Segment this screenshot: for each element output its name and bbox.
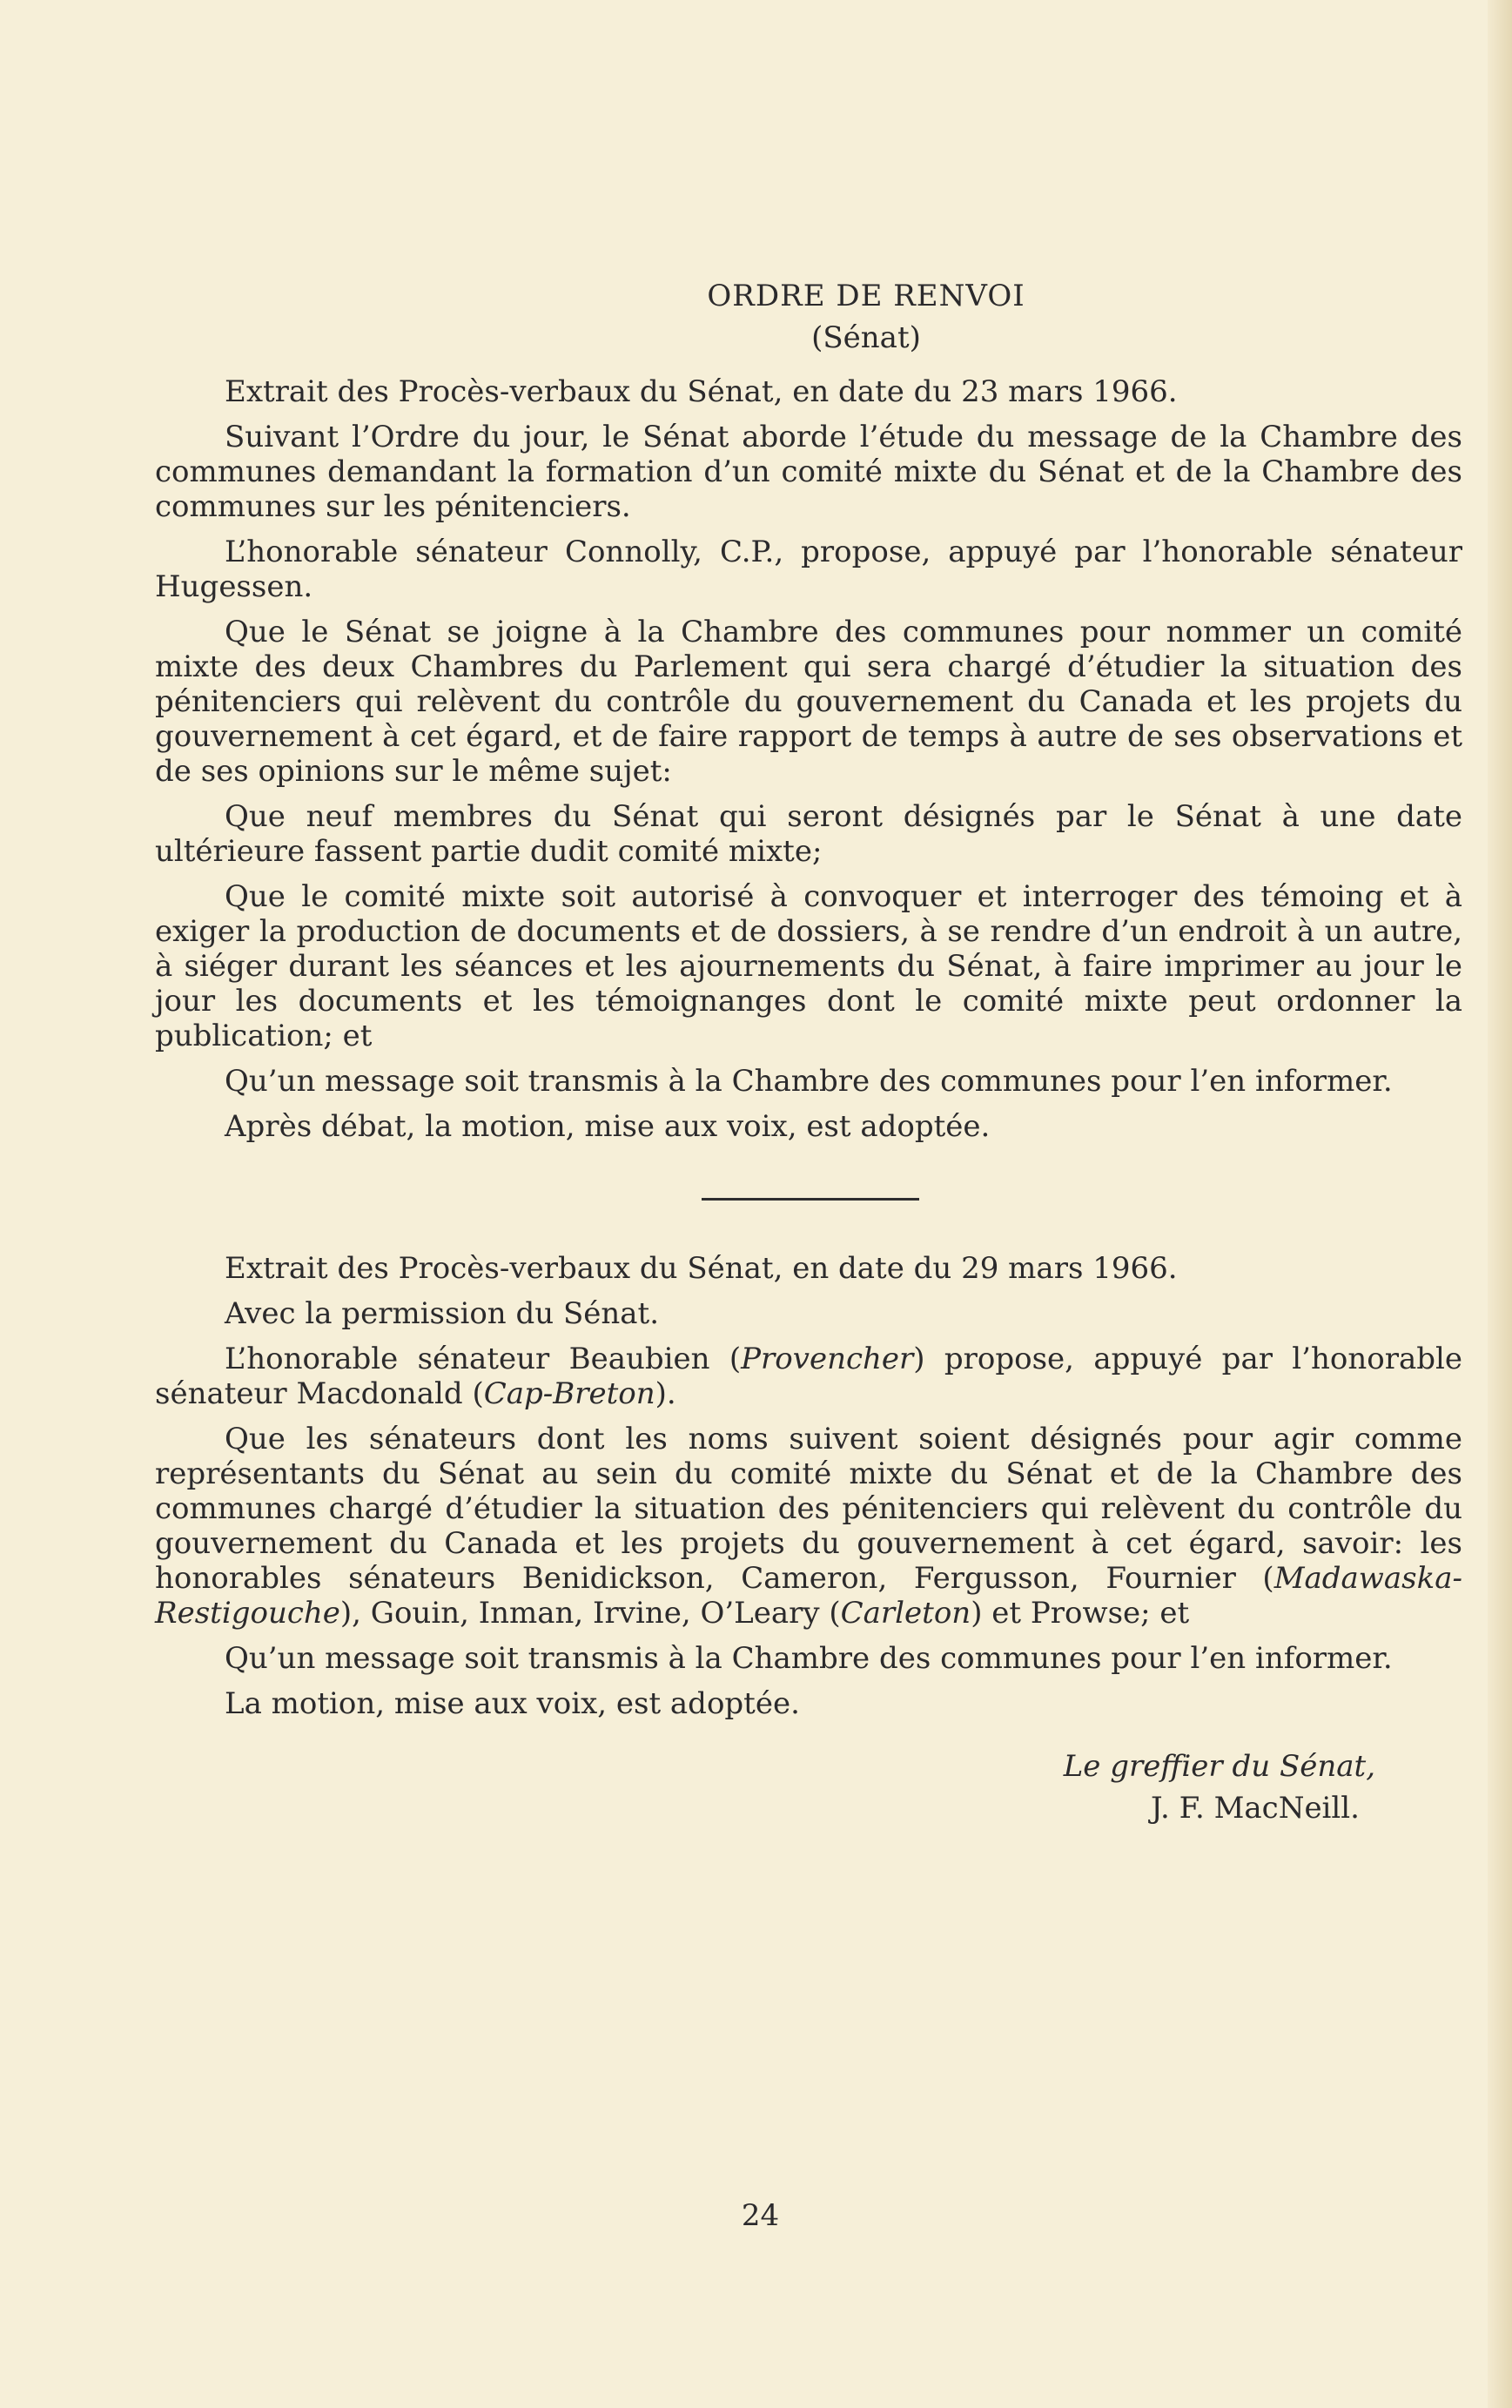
page-edge — [1488, 0, 1512, 2408]
section1-paragraph: Que le comité mixte soit autorisé à convoquer et interroger des témoing et à exiger la production de documents et de dossiers, à se rendre d’un endroit à un autre, à siéger durant les séances et les ajournements du Sénat, à faire imprimer au jour le jour les documents et les témoignanges dont le comité mixte peut ordonner la publication; et — [155, 879, 1462, 1053]
section1-paragraph: Que neuf membres du Sénat qui seront désignés par le Sénat à une date ultérieure fassent partie dudit comité mixte; — [155, 799, 1462, 869]
section1-paragraph: Suivant l’Ordre du jour, le Sénat aborde l’étude du message de la Chambre des communes demandant la formation d’un comité mixte du Sénat et de la Chambre des communes sur les pénitenciers. — [155, 420, 1462, 524]
section2-paragraph — [155, 1422, 1462, 1631]
italic-place-name: Provencher — [741, 1342, 914, 1376]
document-heading: ORDRE DE RENVOI — [707, 279, 1025, 313]
text-run: ) propose, appuyé par l’honorable sénateur Macdonald ( — [155, 1342, 1463, 1411]
italic-place-name: Madawaska-Restigouche — [155, 1561, 1462, 1631]
section2-paragraph: Extrait des Procès-verbaux du Sénat, en date du 29 mars 1966. — [225, 1251, 1178, 1286]
section1-paragraph: Que le Sénat se joigne à la Chambre des communes pour nommer un comité mixte des deux Chambres du Parlement qui sera chargé d’étudier la situation des pénitenciers qui relèvent du contrôle du gouvernement du Canada et les projets du gouvernement à cet égard, et de faire rapport de temps à autre de ses observations et de ses opinions sur le même sujet: — [155, 615, 1462, 789]
signature-name: J. F. MacNeill. — [1151, 1791, 1360, 1826]
section2-paragraph: La motion, mise aux voix, est adoptée. — [225, 1686, 800, 1721]
text-run: ), Gouin, Inman, Irvine, O’Leary ( — [339, 1596, 841, 1631]
text-run: L’honorable sénateur Beaubien ( — [225, 1342, 742, 1376]
section1-paragraph: Qu’un message soit transmis à la Chambre des communes pour l’en informer. — [225, 1064, 1393, 1099]
section2-paragraph: Qu’un message soit transmis à la Chambre des communes pour l’en informer. — [225, 1641, 1393, 1676]
text-run: ) et Prowse; et — [971, 1596, 1190, 1631]
italic-place-name: Carleton — [840, 1596, 971, 1631]
document-body — [155, 279, 1462, 1826]
section1-paragraph: L’honorable sénateur Connolly, C.P., propose, appuyé par l’honorable sénateur Hugessen. — [155, 535, 1462, 604]
section-divider — [702, 1198, 919, 1201]
section2-paragraph — [155, 1342, 1462, 1411]
section1-paragraph: Extrait des Procès-verbaux du Sénat, en date du 23 mars 1966. — [225, 374, 1178, 409]
section1-paragraph: Après débat, la motion, mise aux voix, est adoptée. — [225, 1109, 991, 1144]
page-number: 24 — [741, 2198, 780, 2233]
signature-block — [155, 1749, 1462, 1826]
text-run: ). — [655, 1376, 676, 1411]
signature-title: Le greffier du Sénat, — [1063, 1749, 1375, 1784]
section2-paragraph: Avec la permission du Sénat. — [225, 1296, 660, 1331]
text-run: Que les sénateurs dont les noms suivent soient désignés pour agir comme représentants du Sénat au sein du comité mixte du Sénat et de la Chambre des communes chargé d’étudier la situation des pénitenciers qui relèvent du contrôle du gouvernement du Canada et les projets du gouvernement à cet égard, savoir: les honorables sénateurs Benidickson, Cameron, Fergusson, Fournier ( — [155, 1422, 1462, 1596]
italic-place-name: Cap-Breton — [483, 1376, 655, 1411]
document-subheading: (Sénat) — [811, 320, 921, 355]
